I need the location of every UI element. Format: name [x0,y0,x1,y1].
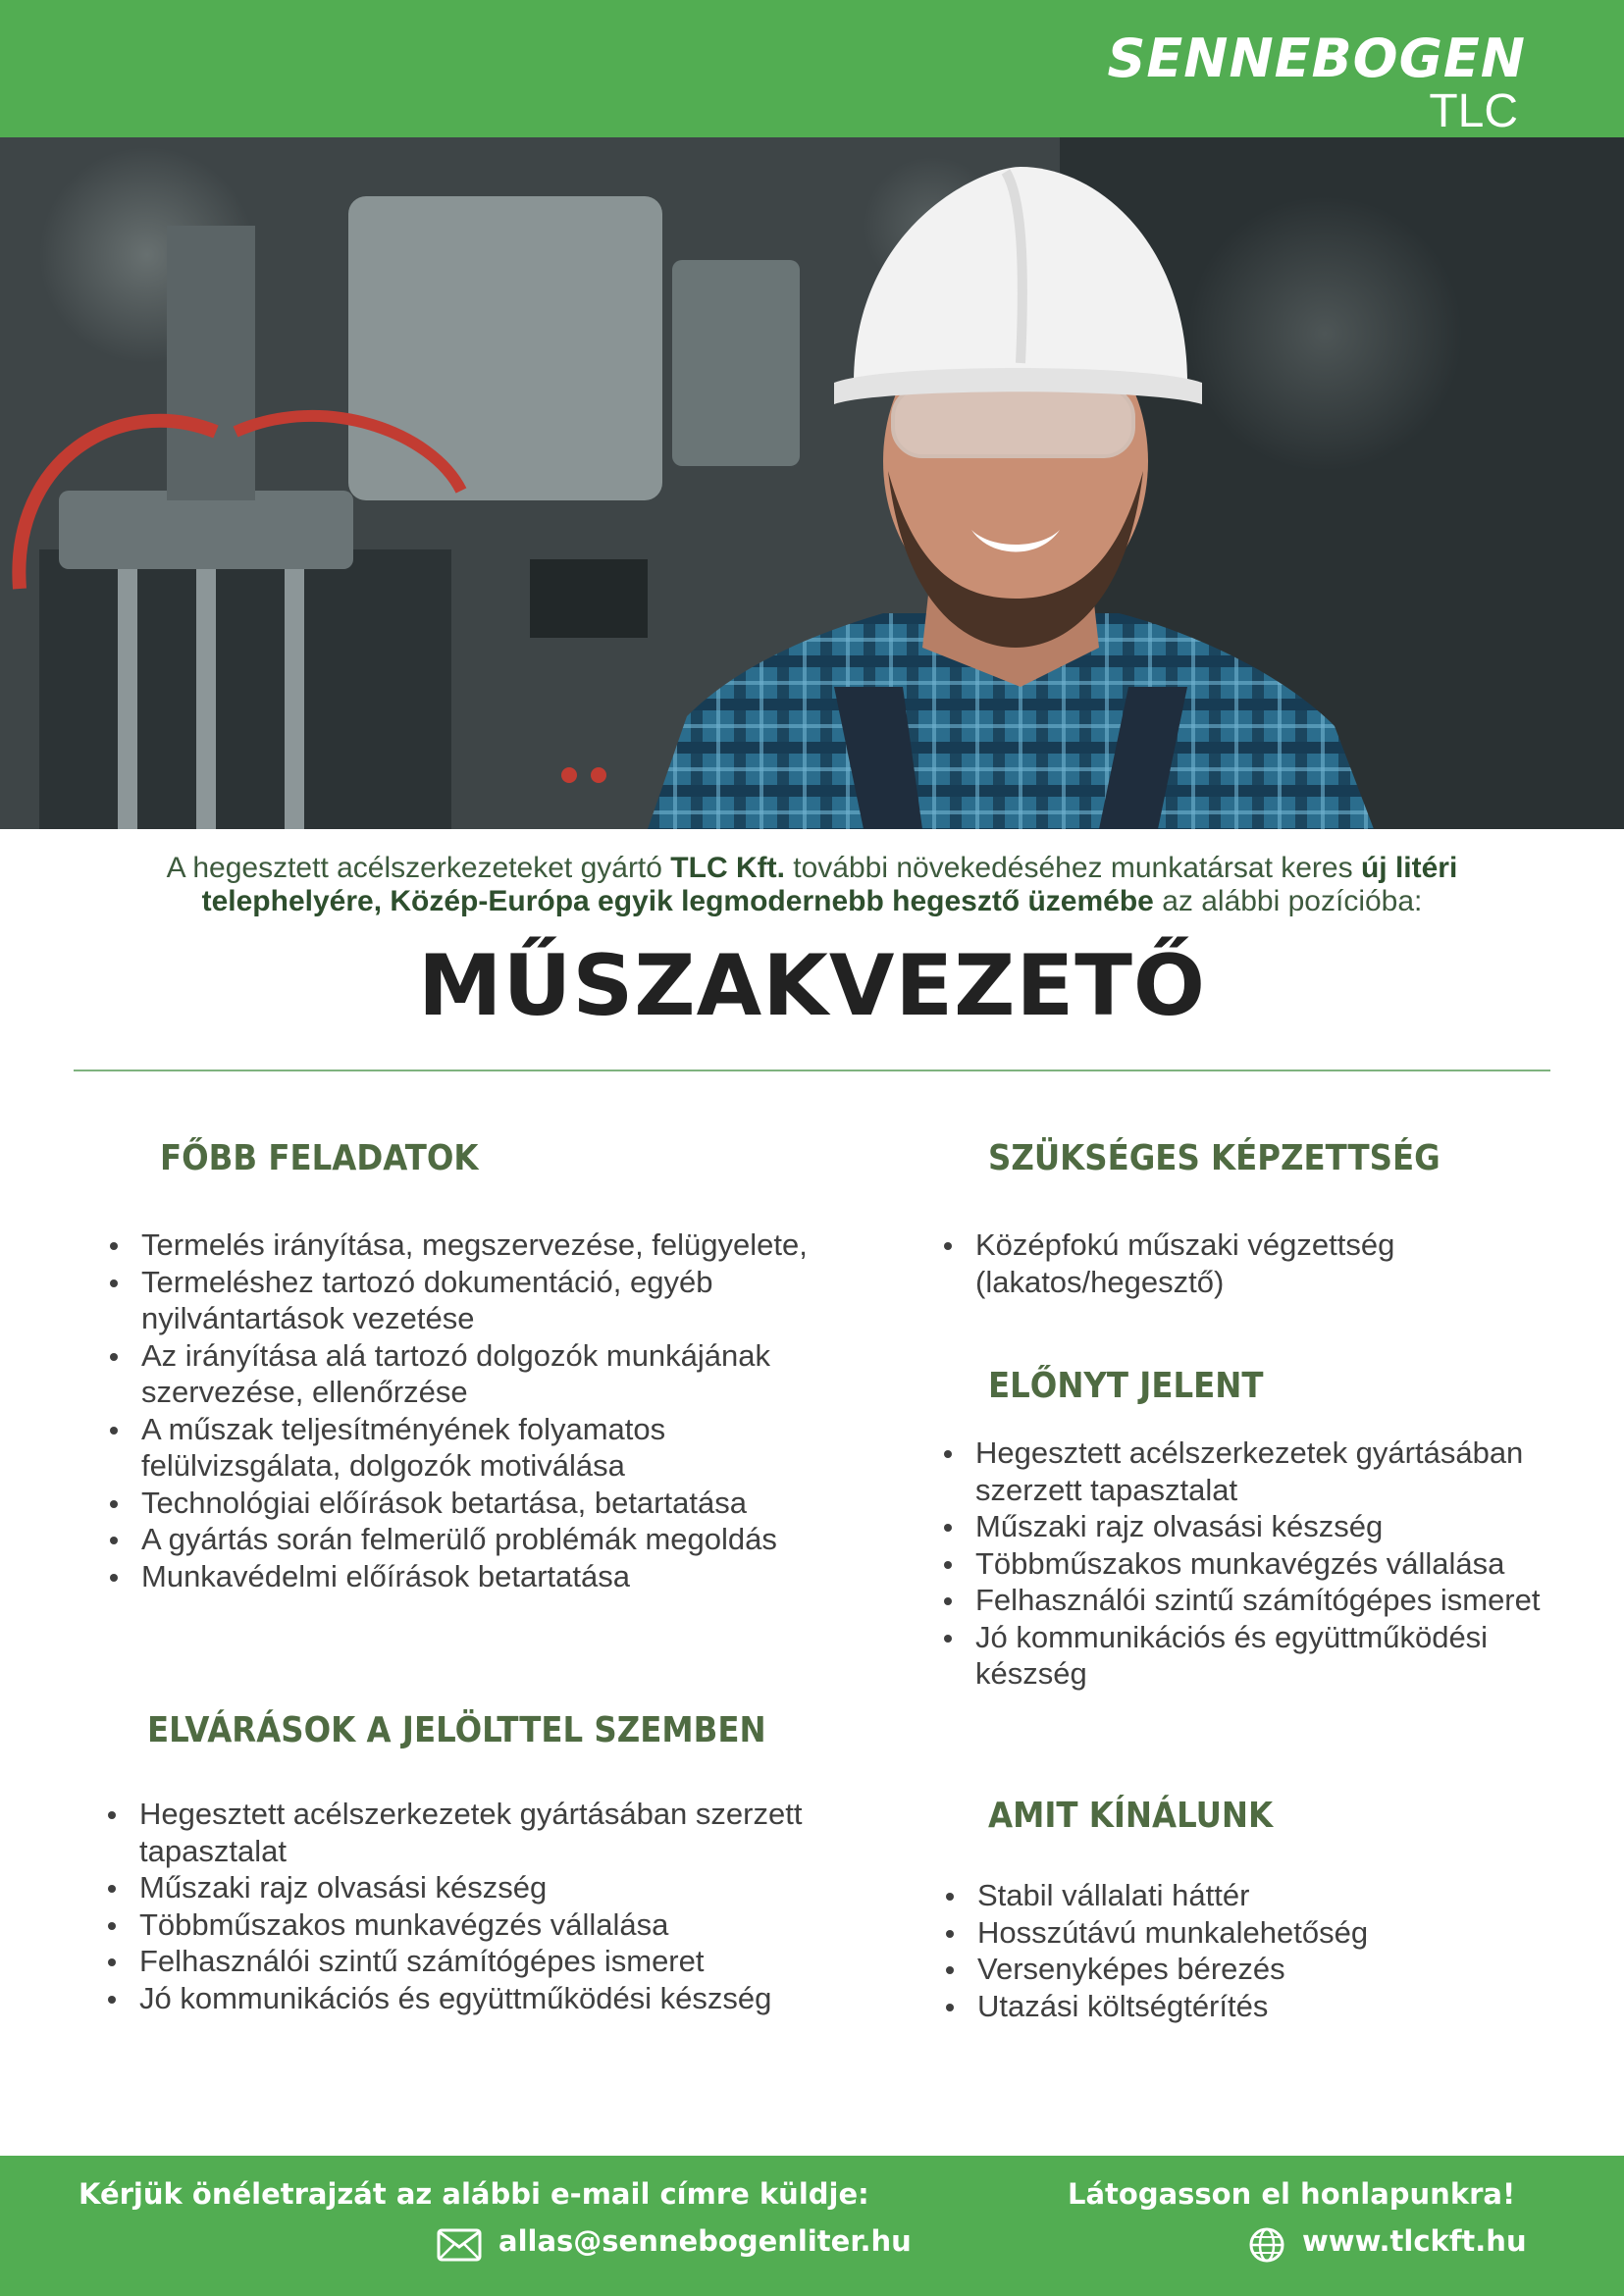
intro-company: TLC Kft. [670,852,785,884]
logo-subtitle: TLC [1429,85,1518,137]
list-item: Termelés irányítása, megszervezése, felügyelete, [106,1226,832,1264]
email-link[interactable]: allas@sennebogenliter.hu [498,2224,912,2258]
list-item: Többműszakos munkavégzés vállalása [104,1906,850,1944]
tasks-list [106,1226,832,1594]
intro-text [59,852,1565,918]
list-item: Többműszakos munkavégzés vállalása [940,1545,1568,1583]
list-item: Műszaki rajz olvasási készség [104,1869,850,1906]
advantage-heading: ELŐNYT JELENT [988,1366,1264,1406]
job-title: MŰSZAKVEZETŐ [417,937,1207,1035]
list-item: Jó kommunikációs és együttműködési készség [104,1980,850,2017]
list-item: Technológiai előírások betartása, betartatása [106,1485,832,1522]
list-item: Középfokú műszaki végzettség (lakatos/hegesztő) [940,1226,1490,1300]
visit-website-label: Látogasson el honlapunkra! [1068,2177,1516,2211]
tasks-heading: FŐBB FELADATOK [160,1138,479,1178]
company-logo [1107,27,1526,137]
intro-part-2: további növekedéséhez munkatársat keres [784,852,1361,884]
worker-photo-icon [0,137,1624,829]
list-item: Felhasználói szintű számítógépes ismeret [104,1943,850,1980]
list-item: Jó kommunikációs és együttműködési készség [940,1619,1568,1693]
intro-part-3: az alábbi pozícióba: [1153,885,1423,917]
globe-icon [1248,2226,1285,2264]
offer-list [942,1877,1550,2024]
list-item: Munkavédelmi előírások betartatása [106,1558,832,1595]
website-link[interactable]: www.tlckft.hu [1302,2224,1527,2258]
list-item: Stabil vállalati háttér [942,1877,1550,1914]
logo-wordmark: SENNEBOGEN [1107,27,1526,89]
list-item: Hegesztett acélszerkezetek gyártásában szerzett tapasztalat [104,1796,850,1869]
education-list [940,1226,1490,1300]
requirements-list [104,1796,850,2016]
list-item: Műszaki rajz olvasási készség [940,1508,1568,1545]
cv-instruction: Kérjük önéletrajzát az alábbi e-mail címre küldje: [79,2177,869,2211]
requirements-heading: ELVÁRÁSOK A JELÖLTTEL SZEMBEN [147,1710,766,1750]
intro-site: telephelyére, Közép-Európa egyik legmodernebb hegesztő üzemébe [201,885,1154,917]
list-item: Versenyképes bérezés [942,1951,1550,1988]
list-item: Utazási költségtérítés [942,1988,1550,2025]
list-item: Hegesztett acélszerkezetek gyártásában szerzett tapasztalat [940,1435,1568,1508]
list-item: A műszak teljesítményének folyamatos felülvizsgálata, dolgozók motiválása [106,1411,832,1485]
list-item: Termeléshez tartozó dokumentáció, egyéb nyilvántartások vezetése [106,1264,832,1337]
list-item: Felhasználói szintű számítógépes ismeret [940,1582,1568,1619]
intro-part-1: A hegesztett acélszerkezeteket gyártó [166,852,671,884]
list-item: Hosszútávú munkalehetőség [942,1914,1550,1952]
divider [74,1070,1550,1071]
envelope-icon [437,2228,482,2262]
footer-bar [0,2156,1624,2296]
list-item: Az irányítása alá tartozó dolgozók munkájának szervezése, ellenőrzése [106,1337,832,1411]
advantage-list [940,1435,1568,1693]
offer-heading: AMIT KÍNÁLUNK [988,1796,1274,1836]
education-heading: SZÜKSÉGES KÉPZETTSÉG [988,1138,1441,1178]
header-bar [0,0,1624,137]
intro-location: új litéri [1360,852,1458,884]
hero-photo [0,137,1624,829]
list-item: A gyártás során felmerülő problémák megoldás [106,1521,832,1558]
